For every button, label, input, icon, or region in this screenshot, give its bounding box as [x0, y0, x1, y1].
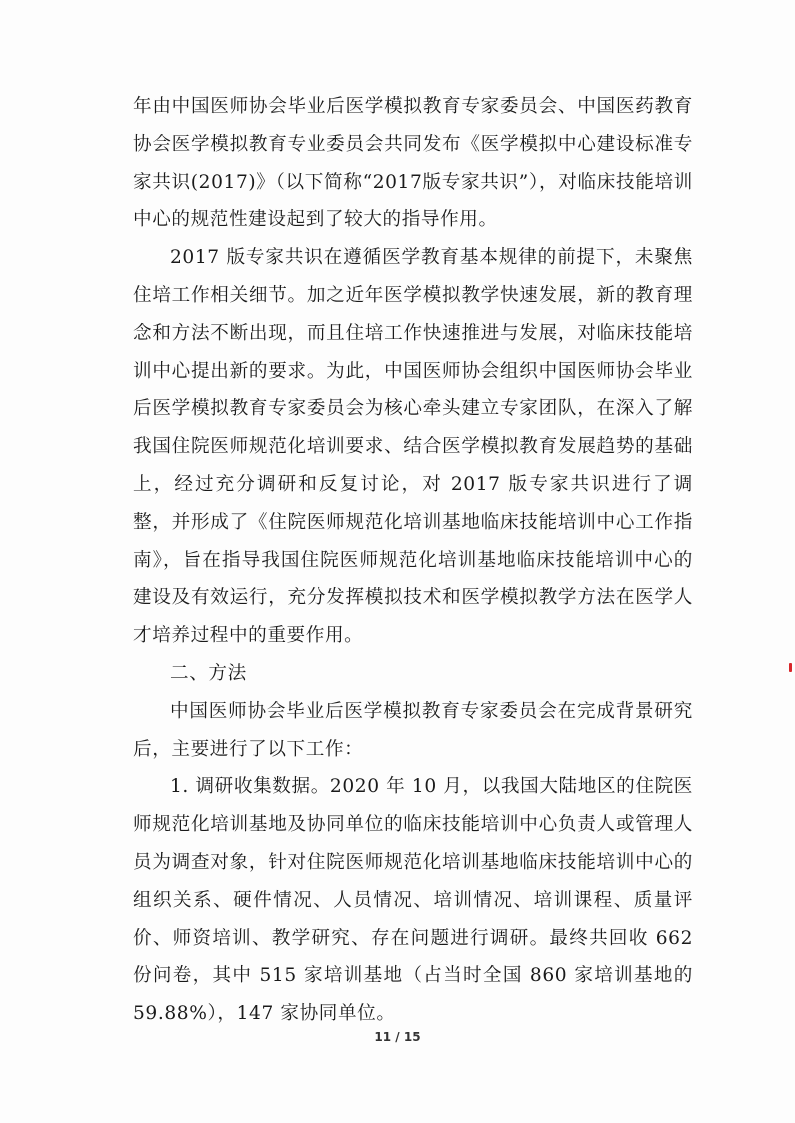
page-number: 11 / 15: [374, 1030, 421, 1044]
paragraph-survey-data: 1. 调研收集数据。2020 年 10 月，以我国大陆地区的住院医师规范化培训基地及协同单位的临床技能培训中心负责人或管理人员为调查对象，针对住院医师规范化培训基地临床技能培训中心的组织关系、硬件情况、人员情况、培训情况、培训课程、质量评价、师资培训、教学研究、存在问题进行调研。最终共回收 662 份问卷，其中 515 家培训基地（占当时全国 860 家培训基地的 59.88%），147 家协同单位。: [133, 776, 700, 1025]
section-heading-methods: 二、方法: [170, 662, 247, 684]
paragraph-methods-intro: 中国医师协会毕业后医学模拟教育专家委员会在完成背景研究后，主要进行了以下工作：: [133, 700, 693, 760]
paragraph-2017-consensus: 2017 版专家共识在遵循医学教育基本规律的前提下，未聚焦住培工作相关细节。加之近年医学模拟教学快速发展，新的教育理念和方法不断出现，而且住培工作快速推进与发展，对临床技能培训中心提出新的要求。为此，中国医师协会组织中国医师协会毕业后医学模拟教育专家委员会为核心牵头建立专家团队，在深入了解我国住院医师规范化培训要求、结合医学模拟教育发展趋势的基础上，经过充分调研和反复讨论，对 2017 版专家共识进行了调整，并形成了《住院医师规范化培训基地临床技能培训中心工作指南》，旨在指导我国住院医师规范化培训基地临床技能培训中心的建设及有效运行，充分发挥模拟技术和医学模拟教学方法在医学人才培养过程中的重要作用。: [133, 247, 693, 647]
paragraph-continued: 年由中国医师协会毕业后医学模拟教育专家委员会、中国医药教育协会医学模拟教育专业委员会共同发布《医学模拟中心建设标准专家共识(2017)》（以下简称“2017版专家共识”），对临床技能培训中心的规范性建设起到了较大的指导作用。: [133, 96, 693, 231]
margin-mark: [789, 663, 792, 672]
page-body: [133, 88, 700, 1033]
